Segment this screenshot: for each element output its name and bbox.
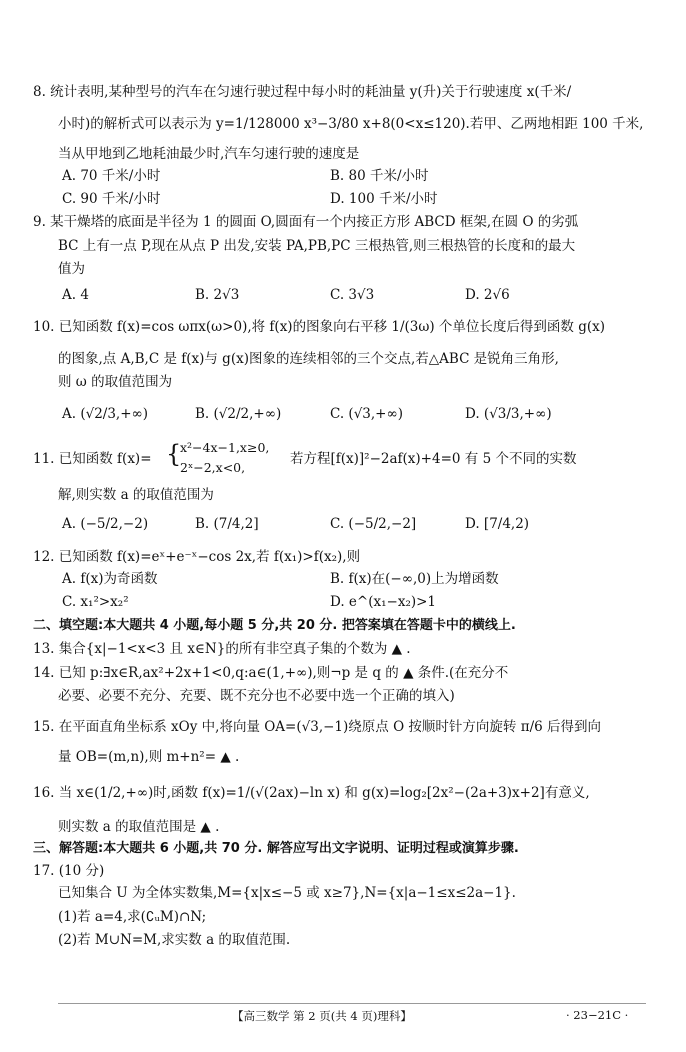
q11-option-d: D. [7/4,2) [465,516,530,532]
q8-line3: 当从甲地到乙地耗油最少时,汽车匀速行驶的速度是 [58,146,360,162]
footer-divider [58,1003,646,1004]
q11-line1-start: 11. 已知函数 f(x)= [33,451,152,467]
q11-line2: 解,则实数 a 的取值范围为 [58,487,214,503]
q17-part1: (1)若 a=4,求(∁ᵤM)∩N; [58,909,207,925]
q10-line3: 则 ω 的取值范围为 [58,374,173,390]
q17-heading: 17. (10 分) [33,863,105,879]
q10-line1: 10. 已知函数 f(x)=cos ωπx(ω>0),将 f(x)的图象向右平移 1/(3ω) 个单位长度后得到函数 g(x) [33,319,606,335]
q10-line2: 的图象,点 A,B,C 是 f(x)与 g(x)图象的连续相邻的三个交点,若△ABC 是锐角三角形, [58,351,559,367]
q12-option-a: A. f(x)为奇函数 [62,571,158,587]
q11-line1-end: 若方程[f(x)]²−2af(x)+4=0 有 5 个不同的实数 [290,451,577,467]
q9-option-b: B. 2√3 [195,287,240,303]
q11-option-a: A. (−5/2,−2) [62,516,149,532]
q15-line1: 15. 在平面直角坐标系 xOy 中,将向量 OA=(√3,−1)绕原点 O 按顺时针方向旋转 π/6 后得到向 [33,719,602,735]
q9-line3: 值为 [58,261,85,277]
q12-line1: 12. 已知函数 f(x)=eˣ+e⁻ˣ−cos 2x,若 f(x₁)>f(x₂),则 [33,549,361,565]
q10-option-d: D. (√3/3,+∞) [465,406,552,422]
q9-option-d: D. 2√6 [465,287,510,303]
q11-brace: { [166,440,182,468]
footer-code: · 23−21C · [566,1008,629,1022]
section-2-heading: 二、填空题:本大题共 4 小题,每小题 5 分,共 20 分. 把答案填在答题卡中的横线上. [33,618,516,633]
q11-option-b: B. (7/4,2] [195,516,259,532]
q8-option-a: A. 70 千米/小时 [62,168,161,184]
q10-option-a: A. (√2/3,+∞) [62,406,149,422]
q8-line2: 小时)的解析式可以表示为 y=1/128000 x³−3/80 x+8(0<x≤120).若甲、乙两地相距 100 千米, [58,116,644,132]
q16-line1: 16. 当 x∈(1/2,+∞)时,函数 f(x)=1/(√(2ax)−ln x) 和 g(x)=log₂[2x²−(2a+3)x+2]有意义, [33,785,590,801]
q8-option-d: D. 100 千米/小时 [330,191,438,207]
q9-line2: BC 上有一点 P,现在从点 P 出发,安装 PA,PB,PC 三根热管,则三根热管的长度和的最大 [58,238,576,254]
q8-option-b: B. 80 千米/小时 [330,168,429,184]
q11-case1: x²−4x−1,x≥0, [180,440,270,455]
q16-line2: 则实数 a 的取值范围是 ▲ . [58,819,220,835]
q14-line2: 必要、必要不充分、充要、既不充分也不必要中选一个正确的填入) [58,688,455,704]
q8-option-c: C. 90 千米/小时 [62,191,161,207]
q14-line1: 14. 已知 p:∃x∈R,ax²+2x+1<0,q:a∈(1,+∞),则¬p 是 q 的 ▲ 条件.(在充分不 [33,665,509,681]
q12-option-d: D. e^(x₁−x₂)>1 [330,594,437,610]
section-3-heading: 三、解答题:本大题共 6 小题,共 70 分. 解答应写出文字说明、证明过程或演算步骤. [33,841,519,856]
footer-page-info: 【高三数学 第 2 页(共 4 页)理科】 [232,1009,412,1023]
q12-option-b: B. f(x)在(−∞,0)上为增函数 [330,571,499,587]
q13: 13. 集合{x|−1<x<3 且 x∈N}的所有非空真子集的个数为 ▲ . [33,641,411,657]
q8-line1: 8. 统计表明,某种型号的汽车在匀速行驶过程中每小时的耗油量 y(升)关于行驶速度 x(千米/ [33,84,572,100]
q9-option-c: C. 3√3 [330,287,375,303]
q17-part2: (2)若 M∪N=M,求实数 a 的取值范围. [58,932,291,948]
q10-option-c: C. (√3,+∞) [330,406,404,422]
q11-case2: 2ˣ−2,x<0, [180,460,246,475]
q11-option-c: C. (−5/2,−2] [330,516,417,532]
q15-line2: 量 OB=(m,n),则 m+n²= ▲ . [58,749,240,765]
q10-option-b: B. (√2/2,+∞) [195,406,282,422]
q9-line1: 9. 某干燥塔的底面是半径为 1 的圆面 O,圆面有一个内接正方形 ABCD 框架,在圆 O 的劣弧 [33,214,579,230]
q9-option-a: A. 4 [62,287,89,303]
q17-line1: 已知集合 U 为全体实数集,M={x|x≤−5 或 x≥7},N={x|a−1≤x≤2a−1}. [58,885,516,901]
q12-option-c: C. x₁²>x₂² [62,594,129,610]
